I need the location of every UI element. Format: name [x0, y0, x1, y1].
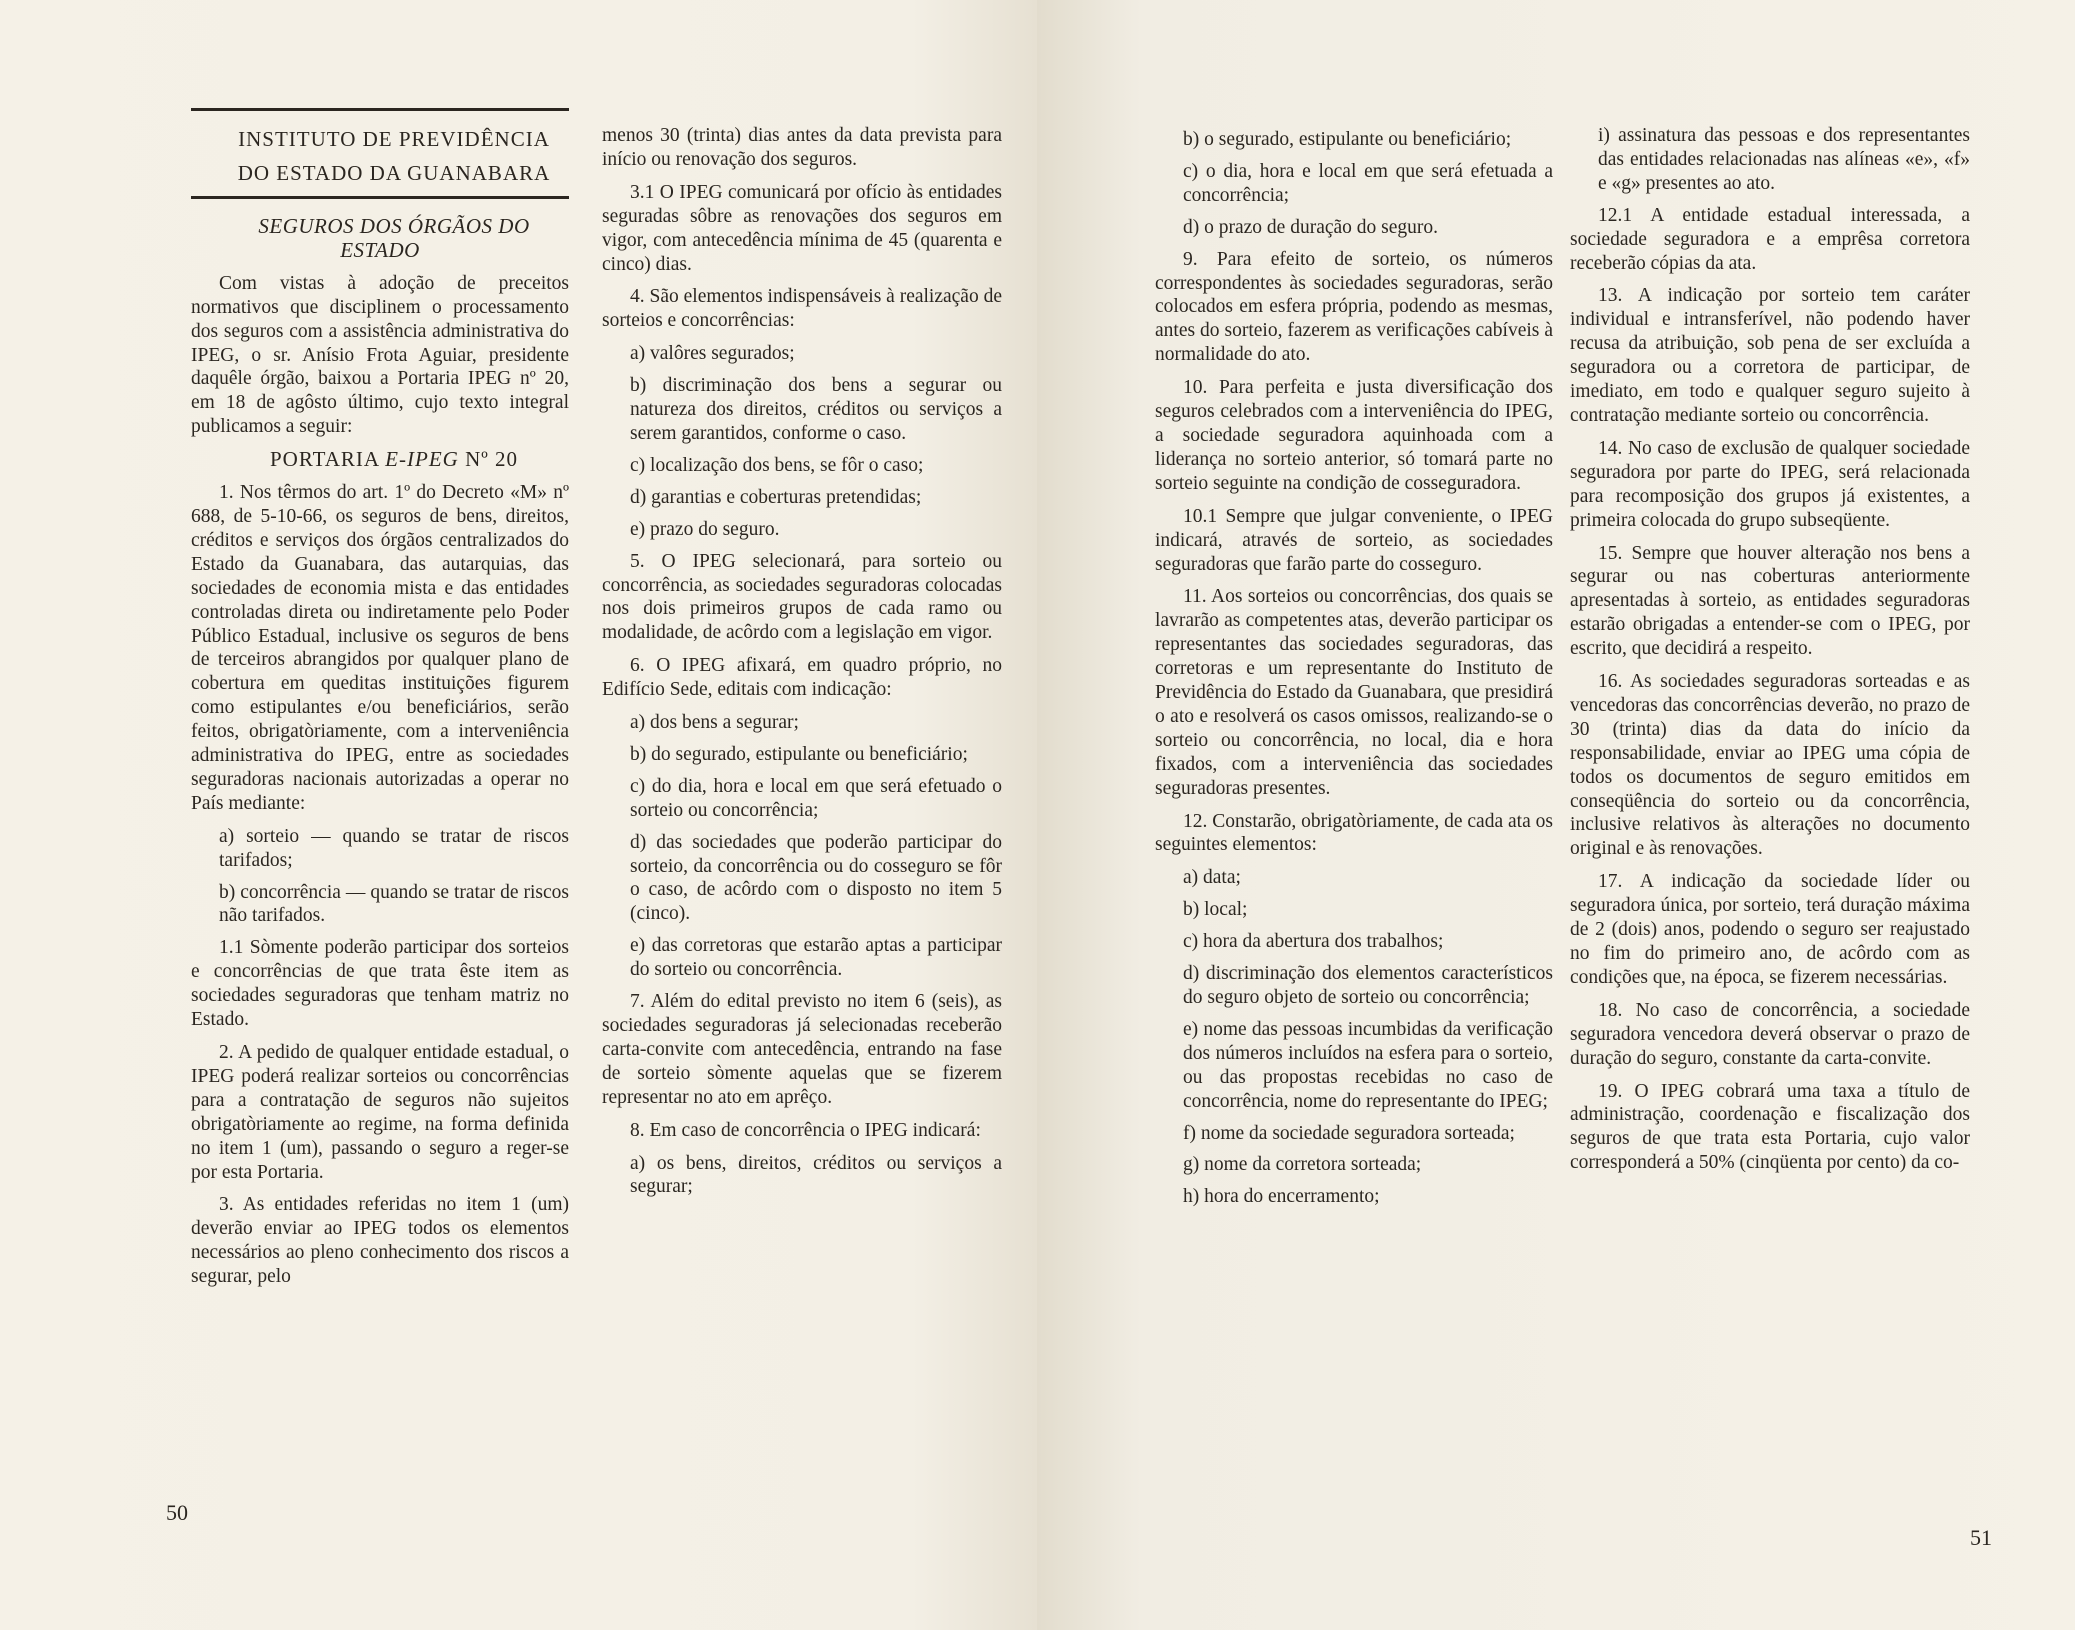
header-rule-bottom: [191, 196, 569, 199]
list-item: b) concorrência — quando se tratar de riscos não tarifados.: [219, 881, 569, 927]
paragraph: 1. Nos têrmos do art. 1º do Decreto «M» nº 688, de 5-10-66, os seguros de bens, direitos, créditos e serviços dos órgãos centralizados do Estado da Guanabara, das autarquias, das sociedades de economia mista e das entidades controladas direta ou indiretamente pelo Poder Público Estadual, inclusive os seguros de bens de terceiros abrangidos por qualquer plano de cobertura em queditas instituições figurem como estipulantes e/ou beneficiários, serão feitos, obrigatòriamente, com a interveniência administrativa do IPEG, entre as sociedades seguradoras nacionais autorizadas a operar no País mediante:: [191, 482, 569, 814]
list-item: d) o prazo de duração do seguro.: [1183, 216, 1439, 238]
list-item: e) nome das pessoas incumbidas da verificação dos números incluídos na esfera para o sorteio, ou das propostas recebidas no caso de concorrência, nome do representante do IPEG;: [1183, 1018, 1553, 1112]
list-item: b) discriminação dos bens a segurar ou natureza dos direitos, créditos ou serviços a serem garantidos, conforme o caso.: [630, 375, 1002, 444]
portaria-number: Nº 20: [458, 447, 518, 472]
paragraph: 15. Sempre que houver alteração nos bens a segurar ou nas coberturas anteriormente apresentadas à sorteio, as entidades seguradoras estarão obrigadas a entender-se com o IPEG, por escrito, que decidirá a respeito.: [1570, 542, 1970, 660]
header-title-line1: INSTITUTO DE PREVIDÊNCIA: [238, 127, 550, 151]
paragraph: 8. Em caso de concorrência o IPEG indicará:: [630, 1119, 981, 1141]
list-item: c) do dia, hora e local em que será efetuado o sorteio ou concorrência;: [630, 775, 1002, 821]
paragraph: 13. A indicação por sorteio tem caráter individual e intransferível, não podendo haver recusa da atribuição, sob pena de ser excluída a seguradora ou a corretora de participar, de imediato, em todo e qualquer seguro sujeito à contratação mediante sorteio ou concorrência.: [1570, 285, 1970, 426]
list-item: a) sorteio — quando se tratar de riscos tarifados;: [219, 825, 569, 871]
list-item: b) o segurado, estipulante ou beneficiário;: [1183, 129, 1512, 150]
intro-paragraph: Com vistas à adoção de preceitos normativos que disciplinem o processamento dos seguros com a assistência administrativa do IPEG, o sr. Anísio Frota Aguiar, presidente daquêle órgão, baixou a Portaria IPEG nº 20, em 18 de agôsto último, cujo texto integral publicamos a seguir:: [191, 272, 569, 438]
list-item: c) hora da abertura dos trabalhos;: [1183, 931, 1444, 953]
list-item: a) data;: [1183, 867, 1241, 889]
paragraph: 3.1 O IPEG comunicará por ofício às entidades seguradas sôbre as renovações dos seguros em vigor, com antecedência mínima de 45 (quarenta e cinco) dias.: [602, 181, 1002, 275]
paragraph: 1.1 Sòmente poderão participar dos sorteios e concorrências de que trata êste item as sociedades seguradoras que tenham matriz no Estado.: [191, 937, 569, 1031]
list-item: a) dos bens a segurar;: [630, 712, 799, 734]
paragraph: 18. No caso de concorrência, a sociedade seguradora vencedora deverá observar o prazo de duração do seguro, constante da carta-convite.: [1570, 999, 1970, 1069]
header-rule-top: [191, 108, 569, 111]
page-number-left: 50: [166, 1500, 188, 1525]
list-item: c) localização dos bens, se fôr o caso;: [630, 454, 924, 476]
left-column-1: [191, 98, 569, 1298]
paragraph: 3. As entidades referidas no item 1 (um) deverão enviar ao IPEG todos os elementos necessários ao pleno conhecimento dos riscos a segurar, pelo: [191, 1194, 569, 1288]
section-title: SEGUROS DOS ÓRGÃOS DO ESTADO: [258, 214, 530, 262]
list-item: e) das corretoras que estarão aptas a participar do sorteio ou concorrência.: [630, 935, 1002, 981]
list-item: a) os bens, direitos, créditos ou serviços a segurar;: [630, 1152, 1002, 1198]
left-column-2: [602, 124, 1002, 1207]
paragraph: 16. As sociedades seguradoras sorteadas e as vencedoras das concorrências deverão, no prazo de 30 (trinta) dias da data do início da responsabilidade, enviar ao IPEG uma cópia de todos os documentos de seguro emitidos em conseqüência do sorteio ou da concorrência, inclusive relativos às alterações no documento original e às renovações.: [1570, 671, 1970, 860]
portaria-code: E-IPEG: [385, 447, 459, 472]
list-item: f) nome da sociedade seguradora sorteada;: [1183, 1122, 1515, 1144]
paragraph: 11. Aos sorteios ou concorrências, dos quais se lavrarão as competentes atas, deverão participar os representantes das sociedades seguradoras, das corretoras e um representante do Instituto de Previdência do Estado da Guanabara, que presidirá o ato e resolverá os casos omissos, realizando-se o sorteio ou concorrência, no local, dia e hora fixados, com a interveniência das sociedades seguradoras presentes.: [1155, 586, 1553, 799]
list-item: i) assinatura das pessoas e dos representantes das entidades relacionadas nas alíneas «e», «f» e «g» presentes ao ato.: [1598, 125, 1970, 194]
paragraph: 9. Para efeito de sorteio, os números correspondentes às sociedades seguradoras, serão colocados em esfera própria, podendo as mesmas, antes do sorteio, fazerem as verificações cabíveis à normalidade do ato.: [1155, 248, 1553, 366]
list-item: g) nome da corretora sorteada;: [1183, 1154, 1422, 1176]
paragraph: 6. O IPEG afixará, em quadro próprio, no Edifício Sede, editais com indicação:: [602, 655, 1002, 701]
paragraph: 4. São elementos indispensáveis à realização de sorteios e concorrências:: [602, 286, 1002, 332]
paragraph: 10. Para perfeita e justa diversificação dos seguros celebrados com a interveniência do IPEG, a sociedade seguradora aquinhoada com a liderança no sorteio anterior, só tomará parte no sorteio seguinte na condição de cosseguradora.: [1155, 377, 1553, 494]
paragraph: 7. Além do edital previsto no item 6 (seis), as sociedades seguradoras já selecionadas receberão carta-convite com antecedência, entrando na fase de sorteio sòmente aquelas que se fizerem representar no ato em aprêço.: [602, 991, 1002, 1108]
paragraph: 17. A indicação da sociedade líder ou seguradora única, por sorteio, terá duração máxima de 2 (dois) anos, podendo o seguro ser reajustado no fim do primeiro ano, de acôrdo com as condições que, na época, se fizerem necessárias.: [1570, 871, 1970, 988]
page-number-right: 51: [1970, 1525, 1992, 1550]
list-item: h) hora do encerramento;: [1183, 1186, 1380, 1208]
paragraph: 5. O IPEG selecionará, para sorteio ou concorrência, as sociedades seguradoras colocadas nos dois primeiros grupos de cada ramo ou modalidade, de acôrdo com a legislação em vigor.: [602, 550, 1002, 644]
paragraph: 2. A pedido de qualquer entidade estadual, o IPEG poderá realizar sorteios ou concorrências para a contratação de seguros não sujeitos obrigatòriamente ao regime, na forma definida no item 1 (um), passando o seguro a reger-se por esta Portaria.: [191, 1042, 569, 1183]
right-column-2: [1570, 124, 1970, 1184]
left-page: [0, 0, 1037, 1630]
portaria-prefix: PORTARIA: [270, 447, 386, 472]
paragraph: 10.1 Sempre que julgar conveniente, o IPEG indicará, através de sorteio, as sociedades seguradoras que farão parte do cosseguro.: [1155, 505, 1553, 575]
list-item: d) garantias e coberturas pretendidas;: [630, 486, 922, 508]
list-item: a) valôres segurados;: [630, 343, 795, 365]
list-item: d) das sociedades que poderão participar do sorteio, da concorrência ou do cosseguro se fôr o caso, de acôrdo com o disposto no item 5 (cinco).: [630, 831, 1002, 925]
list-item: b) local;: [1183, 899, 1248, 921]
paragraph: 12. Constarão, obrigatòriamente, de cada ata os seguintes elementos:: [1155, 810, 1553, 856]
list-item: d) discriminação dos elementos característicos do seguro objeto de sorteio ou concorrência;: [1183, 963, 1553, 1008]
paragraph: 14. No caso de exclusão de qualquer sociedade seguradora por parte do IPEG, será relacionada para recomposição dos grupos já existentes, a primeira colocada do grupo subseqüente.: [1570, 437, 1970, 531]
paragraph: 12.1 A entidade estadual interessada, a sociedade seguradora e a emprêsa corretora receberão cópias da ata.: [1570, 204, 1970, 274]
right-column-1: [1155, 128, 1553, 1217]
paragraph: menos 30 (trinta) dias antes da data prevista para início ou renovação dos seguros.: [602, 125, 1002, 170]
list-item: c) o dia, hora e local em que será efetuada a concorrência;: [1183, 160, 1553, 206]
portaria-title: [191, 448, 569, 472]
right-page: [1037, 0, 2075, 1630]
header-title-line2: DO ESTADO DA GUANABARA: [237, 161, 551, 185]
list-item: e) prazo do seguro.: [630, 518, 780, 540]
paragraph: 19. O IPEG cobrará uma taxa a título de administração, coordenação e fiscalização dos seguros de que trata esta Portaria, cujo valor corresponderá a 50% (cinqüenta por cento) da co-: [1570, 1080, 1970, 1174]
list-item: b) do segurado, estipulante ou beneficiário;: [630, 743, 968, 765]
